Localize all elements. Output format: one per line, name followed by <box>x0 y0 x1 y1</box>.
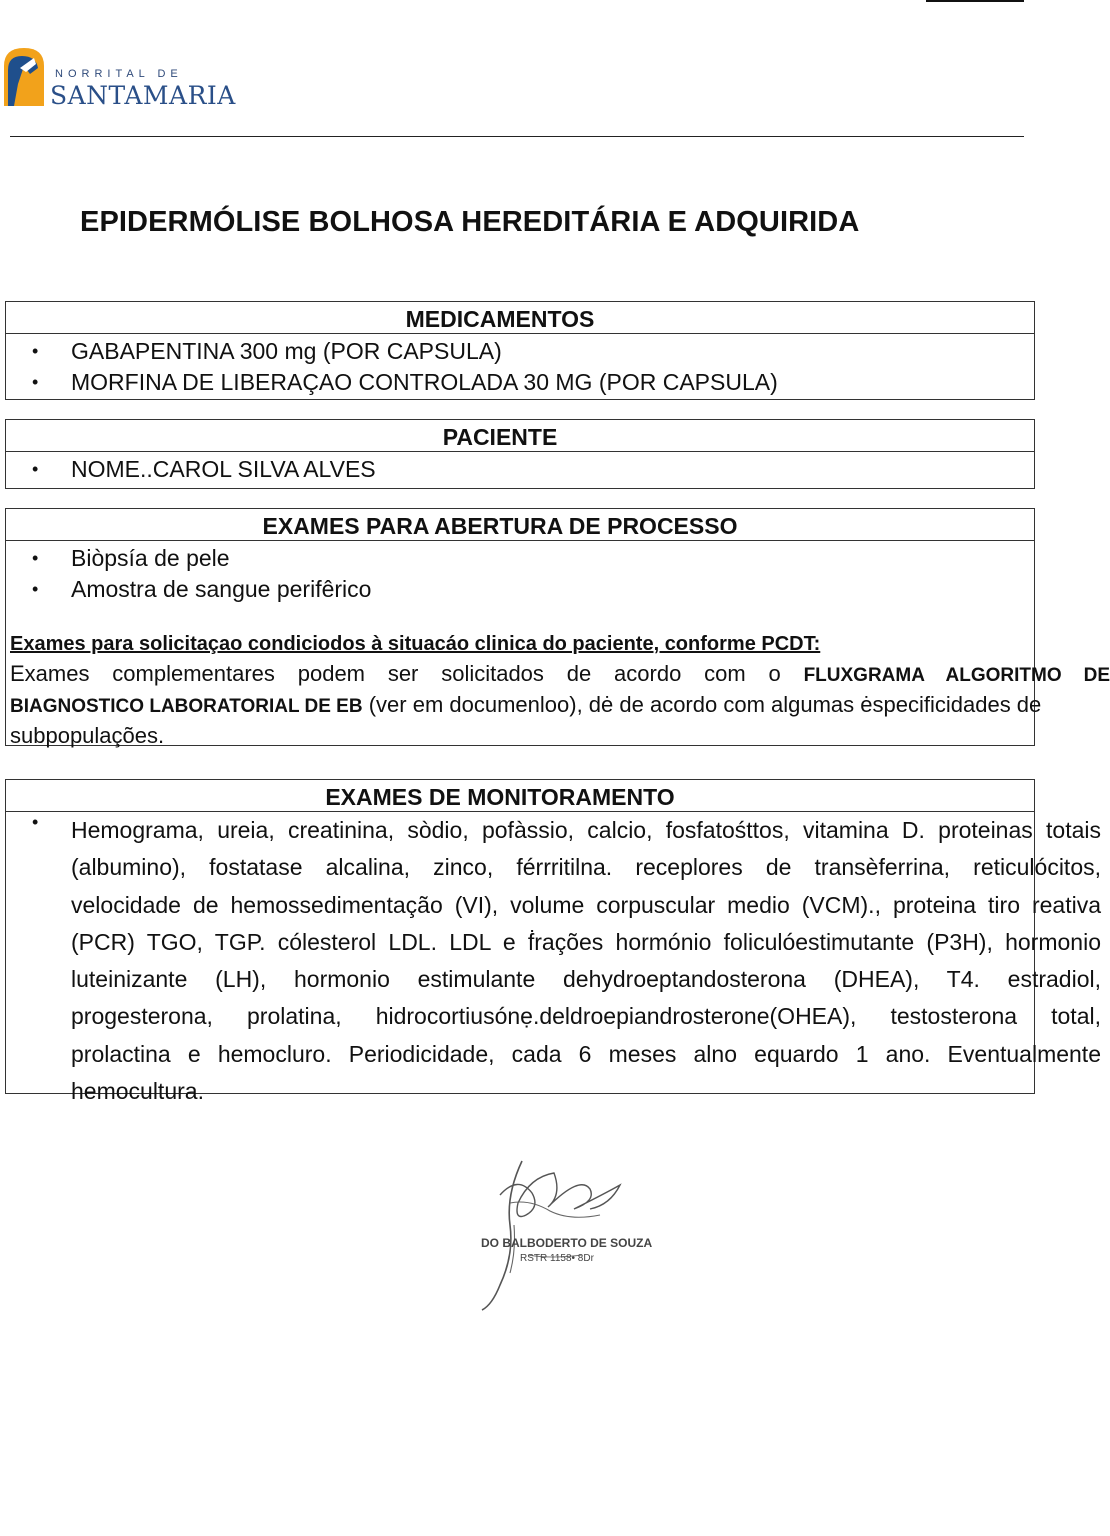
medicamento-item: • MORFINA DE LIBERAÇAO CONTROLADA 30 MG (POR CAPSULA) <box>6 365 1034 396</box>
conditional-line-1 <box>10 659 1110 690</box>
paciente-name: • NOME..CAROL SILVA ALVES <box>6 452 1034 483</box>
signature-name: DO BALBODERTO DE SOUZA <box>481 1236 653 1250</box>
monitoramento-line: luteinizante (LH), hormonio estimulante dehydroeptandosterona (DHEA), T4. estradiol, <box>71 966 1101 993</box>
conditional-exams-title: Exames para solicitaçao condiciodos à situacáo clinica do paciente, conforme PCDT: <box>10 633 821 655</box>
exame-item: • Biòpsía de pele <box>6 541 1034 572</box>
flowchart-name-cont: BIAGNOSTICO LABORATORIAL DE EB <box>10 696 363 717</box>
exame-item: • Amostra de sangue perifêrico <box>6 572 1034 603</box>
top-edge-mark <box>926 0 1024 2</box>
conditional-line-2 <box>10 690 1110 721</box>
signature-registration: RSTR 1158• 8Dr <box>520 1253 594 1264</box>
logo-text-top: NORRITAL DE <box>55 68 183 80</box>
monitoramento-item <box>6 812 1101 1110</box>
abertura-heading: EXAMES PARA ABERTURA DE PROCESSO <box>6 509 1034 541</box>
medicamentos-section <box>5 301 1035 400</box>
medicamentos-heading: MEDICAMENTOS <box>6 302 1034 334</box>
header-divider <box>10 136 1024 137</box>
monitoramento-text <box>71 812 1101 1110</box>
logo-text-main: SANTAMARIA <box>50 81 236 110</box>
abertura-section <box>5 508 1110 748</box>
medicamento-item: • GABAPENTINA 300 mg (POR CAPSULA) <box>6 334 1034 365</box>
monitoramento-line: prolactina e hemocluro. Periodicidade, cada 6 meses alno equardo 1 ano. Eventualmente <box>71 1040 1101 1067</box>
conditional-exams-text <box>10 659 1110 750</box>
conditional-text-part: Exames complementares podem ser solicitados de acordo com o <box>10 661 781 686</box>
conditional-text-part: (ver em documenloo), dė de acordo com algumas ėspecificidades de <box>368 692 1042 717</box>
monitoramento-line: progesterona, prolatina, hidrocortiusónẹ.deldroepiandrosterone(OHEA), testosterona total, <box>71 1003 1101 1030</box>
monitoramento-line: hemocultura. <box>71 1078 204 1105</box>
monitoramento-line: • Hemograma, ureia, creatinina, sòdio, pofàssio, calcio, fosfatośttos, vitamina D. proteinas totais <box>71 817 1101 843</box>
monitoramento-section <box>5 779 1101 1105</box>
paciente-heading: PACIENTE <box>6 420 1034 452</box>
monitoramento-line: (albumino), fostatase alcalina, zinco, férrritilna. receplores de transèferrina, reticulócitos, <box>71 854 1101 881</box>
document-title: EPIDERMÓLISE BOLHOSA HEREDITÁRIA E ADQUIRIDA <box>80 206 860 238</box>
monitoramento-line: (PCR) TGO, TGP. cólesterol LDL. LDL e ḟrações hormónio foliculóestimutante (P3H), hormonio <box>71 928 1101 955</box>
flowchart-name: FLUXGRAMA ALGORITMO DE <box>803 665 1110 686</box>
conditional-line-3: subpopulações. <box>10 723 165 748</box>
signature-scribble <box>470 1155 670 1315</box>
monitoramento-heading: EXAMES DE MONITORAMENTO <box>6 780 1034 812</box>
monitoramento-line: velocidade de hemossedimentação (VI), volume corpuscular medio (VCM)., proteina tiro reativa <box>71 891 1101 918</box>
paciente-section <box>5 419 1035 489</box>
